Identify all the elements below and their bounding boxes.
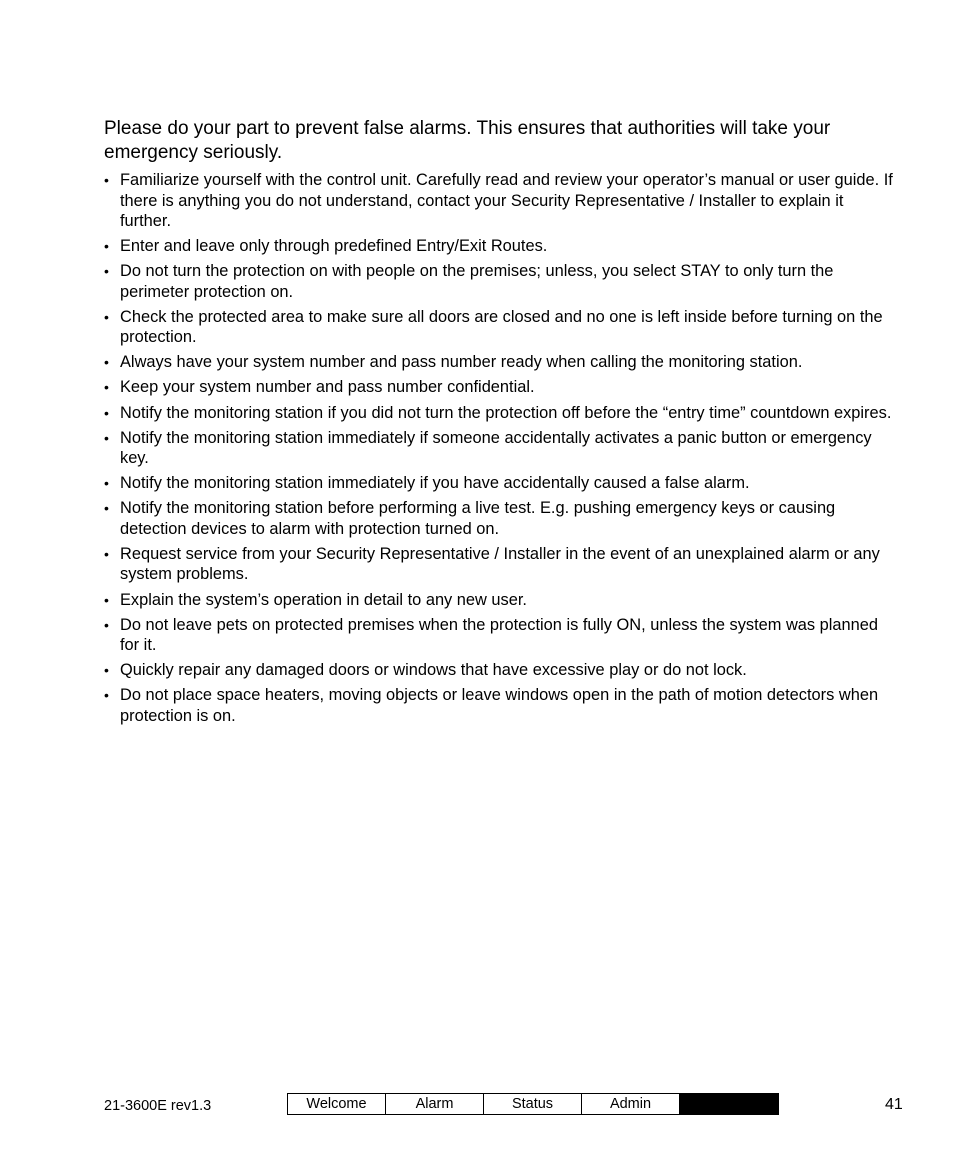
tip-text: Request service from your Security Representative / Installer in the event of an unexplained alarm or any system problems. xyxy=(120,544,880,584)
tip-text: Check the protected area to make sure all doors are closed and no one is left inside before turning on the protection. xyxy=(120,307,883,347)
bullet-icon: • xyxy=(104,172,109,188)
nav-tab-alarm[interactable]: Alarm xyxy=(386,1094,484,1114)
bullet-icon: • xyxy=(104,429,109,446)
tip-text: Keep your system number and pass number confidential. xyxy=(120,378,535,397)
bullet-icon: • xyxy=(104,379,109,396)
page-content xyxy=(104,117,894,731)
tip-item xyxy=(104,473,894,494)
tip-text: Explain the system’s operation in detail to any new user. xyxy=(120,590,527,609)
bullet-icon: • xyxy=(104,404,109,421)
false-alarm-tips-list xyxy=(104,170,894,726)
tip-text: Familiarize yourself with the control unit. Carefully read and review your operator’s manual or user guide. If there is anything you do not understand, contact your Security Representative / Installer to explain it further. xyxy=(120,171,893,230)
tip-item xyxy=(104,307,894,348)
bullet-icon: • xyxy=(104,687,109,704)
tip-item xyxy=(104,236,894,257)
bullet-icon: • xyxy=(104,616,109,633)
tip-text: Notify the monitoring station immediately if you have accidentally caused a false alarm. xyxy=(120,474,750,493)
tip-text: Quickly repair any damaged doors or windows that have excessive play or do not lock. xyxy=(120,661,747,680)
tip-text: Do not turn the protection on with people on the premises; unless, you select STAY to only turn the perimeter protection on. xyxy=(120,262,834,301)
bullet-icon: • xyxy=(104,545,109,562)
tip-text: Do not leave pets on protected premises when the protection is fully ON, unless the system was planned for it. xyxy=(120,615,879,655)
bullet-icon: • xyxy=(104,591,109,608)
bullet-icon: • xyxy=(104,354,109,371)
nav-tab-welcome[interactable]: Welcome xyxy=(288,1094,386,1114)
tip-item xyxy=(104,498,894,539)
tip-item xyxy=(104,685,894,726)
tip-item xyxy=(104,352,894,373)
bullet-icon: • xyxy=(104,308,109,325)
bullet-icon: • xyxy=(104,263,109,280)
tip-item xyxy=(104,544,894,585)
bullet-icon: • xyxy=(104,500,109,517)
section-nav xyxy=(287,1093,779,1115)
tip-item xyxy=(104,170,894,232)
tip-item xyxy=(104,590,894,611)
page-number: 41 xyxy=(885,1096,903,1113)
bullet-icon: • xyxy=(104,475,109,492)
tip-item xyxy=(104,615,894,656)
tip-item xyxy=(104,660,894,681)
tip-item xyxy=(104,428,894,469)
tip-text: Notify the monitoring station before performing a live test. E.g. pushing emergency keys or causing detection devices to alarm with protection turned on. xyxy=(120,499,836,538)
tip-item xyxy=(104,377,894,398)
tip-item xyxy=(104,403,894,424)
tip-text: Do not place space heaters, moving objects or leave windows open in the path of motion detectors when protection is on. xyxy=(120,686,879,725)
nav-tab-current[interactable] xyxy=(680,1094,778,1114)
tip-item xyxy=(104,261,894,302)
tip-text: Notify the monitoring station if you did not turn the protection off before the “entry time” countdown expires. xyxy=(120,403,892,422)
intro-paragraph: Please do your part to prevent false alarms. This ensures that authorities will take your emergency seriously. xyxy=(104,118,831,163)
document-code: 21-3600E rev1.3 xyxy=(104,1098,212,1114)
tip-text: Always have your system number and pass number ready when calling the monitoring station. xyxy=(120,353,803,372)
tip-text: Notify the monitoring station immediately if someone accidentally activates a panic button or emergency key. xyxy=(120,428,872,468)
nav-tab-admin[interactable]: Admin xyxy=(582,1094,680,1114)
nav-tab-status[interactable]: Status xyxy=(484,1094,582,1114)
bullet-icon: • xyxy=(104,238,109,255)
bullet-icon: • xyxy=(104,662,109,679)
tip-text: Enter and leave only through predefined Entry/Exit Routes. xyxy=(120,237,548,256)
